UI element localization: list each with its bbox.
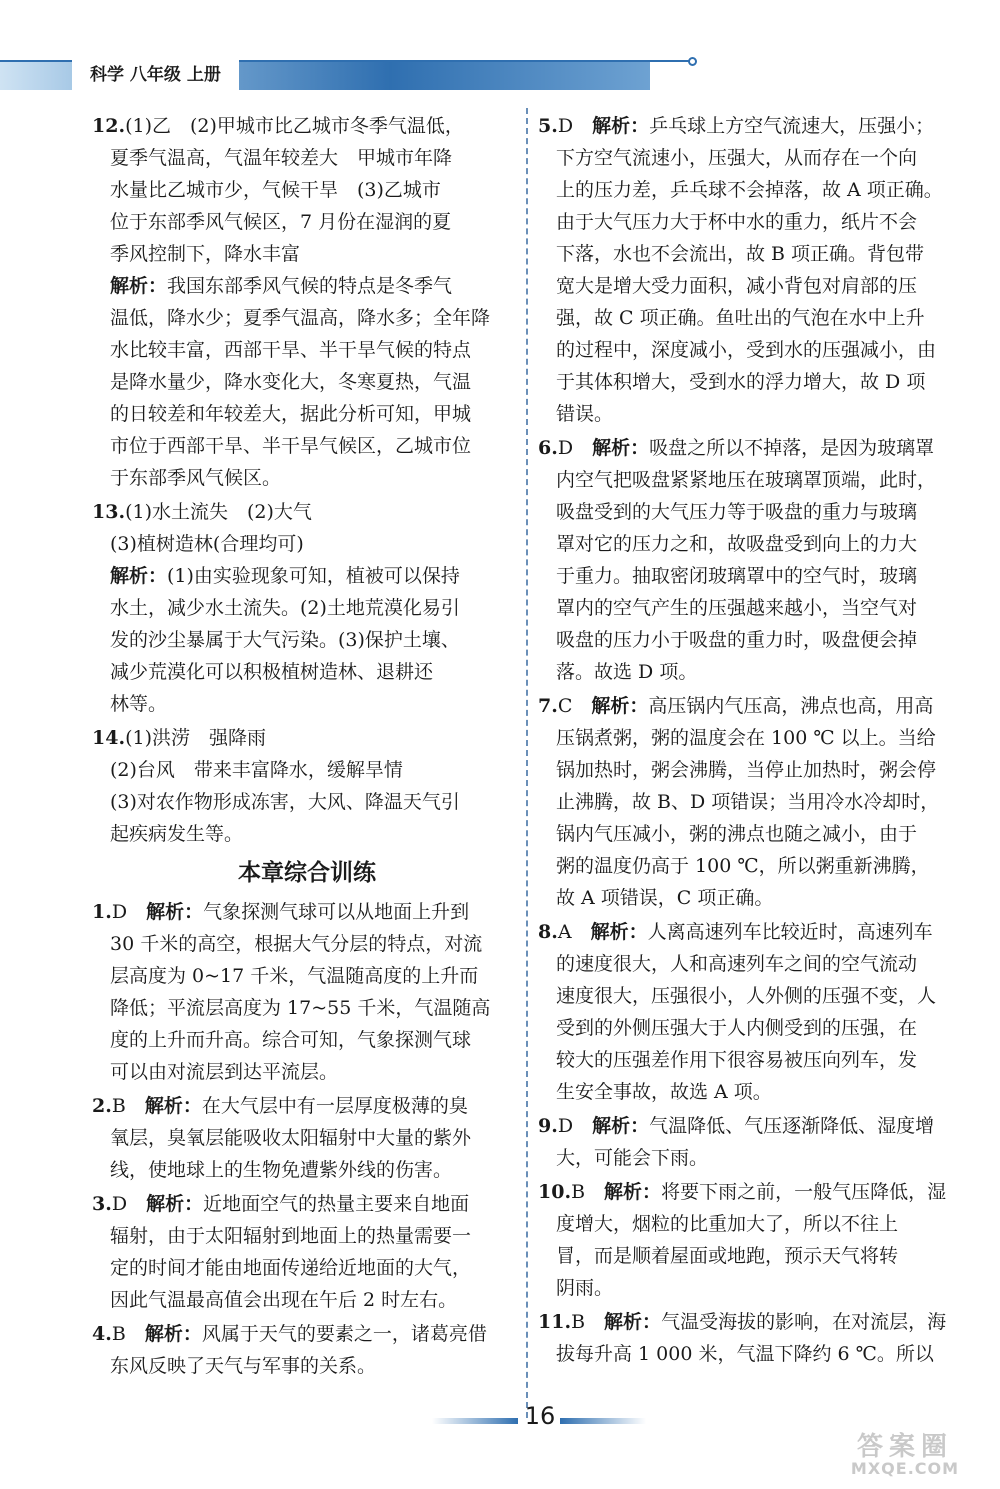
answer-choice: D bbox=[557, 1115, 574, 1137]
explanation-label: 解析： bbox=[146, 901, 204, 923]
explanation-line: 于重力。抽取密闭玻璃罩中的空气时，玻璃 bbox=[556, 565, 918, 587]
answer-line: 水量比乙城市少，气候干旱 (3)乙城市 bbox=[110, 179, 441, 201]
item-number: 9. bbox=[538, 1115, 558, 1137]
explanation-line: 拔每升高 1 000 米，气温下降约 6 ℃。所以 bbox=[556, 1343, 934, 1365]
answer-choice: B bbox=[111, 1323, 126, 1345]
explanation-label: 解析： bbox=[591, 695, 649, 717]
page-number-decor-left bbox=[432, 1418, 518, 1424]
left-column bbox=[92, 110, 522, 1384]
explanation-line: 30 千米的高空，根据大气分层的特点，对流 bbox=[110, 933, 483, 955]
explanation-line: 气温降低、气压逐渐降低、湿度增 bbox=[649, 1115, 935, 1137]
answer-3 bbox=[92, 1188, 522, 1316]
explanation-line: 压锅煮粥，粥的温度会在 100 ℃ 以上。当给 bbox=[556, 727, 936, 749]
explanation-label: 解析： bbox=[604, 1181, 662, 1203]
explanation-line: 吸盘的压力小于吸盘的重力时，吸盘便会掉 bbox=[556, 629, 918, 651]
explanation-line: 上的压力差，乒乓球不会掉落，故 A 项正确。 bbox=[556, 179, 943, 201]
explanation-line: 温低，降水少；夏季气温高，降水多；全年降 bbox=[110, 307, 491, 329]
answer-line: 夏季气温高，气温年较差大 甲城市年降 bbox=[110, 147, 453, 169]
explanation-line: 罩对它的压力之和，故吸盘受到向上的力大 bbox=[556, 533, 918, 555]
item-number: 8. bbox=[538, 921, 558, 943]
explanation-line: 锅加热时，粥会沸腾，当停止加热时，粥会停 bbox=[556, 759, 937, 781]
item-number: 10. bbox=[538, 1181, 572, 1203]
answer-line: (1)乙 (2)甲城市比乙城市冬季气温低， bbox=[125, 115, 464, 137]
answer-14 bbox=[92, 722, 522, 850]
explanation-line: 内空气把吸盘紧紧地压在玻璃罩顶端，此时， bbox=[556, 469, 937, 491]
answer-choice: A bbox=[557, 921, 572, 943]
answer-10 bbox=[538, 1176, 968, 1304]
explanation-line: 强，故 C 项正确。鱼吐出的气泡在水中上升 bbox=[556, 307, 925, 329]
explanation-line: 将要下雨之前，一般气压降低，湿 bbox=[661, 1181, 947, 1203]
answer-line: (1)洪涝 强降雨 bbox=[125, 727, 266, 749]
explanation-line: 于其体积增大，受到水的浮力增大，故 D 项 bbox=[556, 371, 926, 393]
answer-1 bbox=[92, 896, 522, 1088]
item-number: 7. bbox=[538, 695, 558, 717]
explanation-line: 错误。 bbox=[556, 403, 614, 425]
item-number: 6. bbox=[538, 437, 558, 459]
item-number: 14. bbox=[92, 727, 126, 749]
explanation-line: 止沸腾，故 B、D 项错误；当用冷水冷却时， bbox=[556, 791, 940, 813]
watermark-text: 答案圈 bbox=[856, 1432, 953, 1462]
answer-line: (2)台风 带来丰富降水，缓解旱情 bbox=[110, 759, 403, 781]
answer-line: (1)水土流失 (2)大气 bbox=[125, 501, 312, 523]
explanation-line: 罩内的空气产生的压强越来越小，当空气对 bbox=[556, 597, 918, 619]
answer-12 bbox=[92, 110, 522, 494]
explanation-line: 较大的压强差作用下很容易被压向列车，发 bbox=[556, 1049, 918, 1071]
explanation-line: 宽大是增大受力面积，减小背包对肩部的压 bbox=[556, 275, 918, 297]
explanation-line: 我国东部季风气候的特点是冬季气 bbox=[167, 275, 453, 297]
answer-line: 位于东部季风气候区，7 月份在湿润的夏 bbox=[110, 211, 452, 233]
explanation-line: 人离高速列车比较近时，高速列车 bbox=[647, 921, 933, 943]
explanation-line: 因此气温最高值会出现在午后 2 时左右。 bbox=[110, 1289, 458, 1311]
explanation-line: 定的时间才能由地面传递给近地面的大气， bbox=[110, 1257, 472, 1279]
answer-4 bbox=[92, 1318, 522, 1382]
explanation-line: 下落，水也不会流出，故 B 项正确。背包带 bbox=[556, 243, 925, 265]
explanation-line: 层高度为 0~17 千米，气温随高度的上升而 bbox=[110, 965, 479, 987]
answer-8 bbox=[538, 916, 968, 1108]
item-number: 11. bbox=[538, 1311, 572, 1333]
page-header bbox=[0, 0, 1000, 100]
book-title: 科学 八年级 上册 bbox=[72, 60, 239, 90]
explanation-line: 的速度很大，人和高速列车之间的空气流动 bbox=[556, 953, 918, 975]
explanation-line: 高压锅内气压高，沸点也高，用高 bbox=[648, 695, 934, 717]
watermark-url: MXQE.COM bbox=[850, 1459, 960, 1478]
explanation-line: 水土，减少水土流失。(2)土地荒漠化易引 bbox=[110, 597, 460, 619]
item-number: 1. bbox=[92, 901, 112, 923]
explanation-line: 乒乓球上方空气流速大，压强小； bbox=[649, 115, 935, 137]
answer-choice: D bbox=[557, 437, 574, 459]
explanation-line: 氧层，臭氧层能吸收太阳辐射中大量的紫外 bbox=[110, 1127, 472, 1149]
explanation-line: 发的沙尘暴属于大气污染。(3)保护土壤、 bbox=[110, 629, 460, 651]
item-number: 3. bbox=[92, 1193, 112, 1215]
explanation-line: 可以由对流层到达平流层。 bbox=[110, 1061, 339, 1083]
explanation-line: 受到的外侧压强大于人内侧受到的压强，在 bbox=[556, 1017, 918, 1039]
page-number: 16 bbox=[524, 1402, 556, 1430]
explanation-line: 风属于天气的要素之一，诸葛亮借 bbox=[201, 1323, 487, 1345]
answer-choice: C bbox=[557, 695, 573, 717]
answer-choice: B bbox=[571, 1311, 586, 1333]
answer-2 bbox=[92, 1090, 522, 1186]
explanation-label: 解析： bbox=[590, 921, 648, 943]
answer-choice: D bbox=[111, 1193, 128, 1215]
item-number: 13. bbox=[92, 501, 126, 523]
answer-choice: B bbox=[111, 1095, 126, 1117]
explanation-line: 在大气层中有一层厚度极薄的臭 bbox=[201, 1095, 468, 1117]
explanation-line: 线，使地球上的生物免遭紫外线的伤害。 bbox=[110, 1159, 453, 1181]
answer-6 bbox=[538, 432, 968, 688]
explanation-line: 度的上升而升高。综合可知，气象探测气球 bbox=[110, 1029, 472, 1051]
item-number: 5. bbox=[538, 115, 558, 137]
explanation-label: 解析： bbox=[592, 437, 650, 459]
explanation-line: 下方空气流速小，压强大，从而存在一个向 bbox=[556, 147, 918, 169]
explanation-line: 粥的温度仍高于 100 ℃，所以粥重新沸腾， bbox=[556, 855, 930, 877]
explanation-label: 解析： bbox=[110, 275, 168, 297]
explanation-line: 近地面空气的热量主要来自地面 bbox=[203, 1193, 470, 1215]
explanation-label: 解析： bbox=[604, 1311, 662, 1333]
watermark bbox=[820, 1432, 990, 1486]
page-footer bbox=[0, 1400, 1000, 1440]
answer-choice: D bbox=[111, 901, 128, 923]
explanation-label: 解析： bbox=[110, 565, 168, 587]
explanation-line: 市位于西部干旱、半干旱气候区，乙城市位 bbox=[110, 435, 472, 457]
item-number: 2. bbox=[92, 1095, 112, 1117]
explanation-line: 辐射，由于太阳辐射到地面上的热量需要一 bbox=[110, 1225, 472, 1247]
item-number: 4. bbox=[92, 1323, 112, 1345]
column-divider bbox=[526, 108, 528, 1418]
explanation-line: 的过程中，深度减小，受到水的压强减小，由 bbox=[556, 339, 937, 361]
answer-7 bbox=[538, 690, 968, 914]
explanation-line: 故 A 项错误，C 项正确。 bbox=[556, 887, 774, 909]
explanation-line: 大，可能会下雨。 bbox=[556, 1147, 709, 1169]
explanation-line: 阴雨。 bbox=[556, 1277, 614, 1299]
explanation-line: 东风反映了天气与军事的关系。 bbox=[110, 1355, 377, 1377]
explanation-line: 冒，而是顺着屋面或地跑，预示天气将转 bbox=[556, 1245, 899, 1267]
explanation-line: (1)由实验现象可知，植被可以保持 bbox=[167, 565, 460, 587]
answer-choice: B bbox=[571, 1181, 586, 1203]
answer-11 bbox=[538, 1306, 968, 1370]
explanation-line: 落。故选 D 项。 bbox=[556, 661, 698, 683]
section-title: 本章综合训练 bbox=[238, 860, 376, 886]
answer-line: (3)植树造林(合理均可) bbox=[110, 533, 304, 555]
explanation-line: 由于大气压力大于杯中水的重力，纸片不会 bbox=[556, 211, 918, 233]
answer-13 bbox=[92, 496, 522, 720]
answer-line: 季风控制下，降水丰富 bbox=[110, 243, 301, 265]
answer-line: 起疾病发生等。 bbox=[110, 823, 244, 845]
header-dot-icon bbox=[688, 57, 697, 66]
explanation-line: 减少荒漠化可以积极植树造林、退耕还 bbox=[110, 661, 434, 683]
explanation-line: 水比较丰富，西部干旱、半干旱气候的特点 bbox=[110, 339, 472, 361]
explanation-label: 解析： bbox=[146, 1193, 204, 1215]
explanation-line: 吸盘受到的大气压力等于吸盘的重力与玻璃 bbox=[556, 501, 918, 523]
explanation-line: 速度很大，压强很小，人外侧的压强不变，人 bbox=[556, 985, 937, 1007]
explanation-line: 锅内气压减小，粥的沸点也随之减小，由于 bbox=[556, 823, 918, 845]
explanation-line: 度增大，烟粒的比重加大了，所以不往上 bbox=[556, 1213, 899, 1235]
explanation-label: 解析： bbox=[144, 1323, 202, 1345]
answer-choice: D bbox=[557, 115, 574, 137]
explanation-label: 解析： bbox=[592, 1115, 650, 1137]
answer-9 bbox=[538, 1110, 968, 1174]
explanation-label: 解析： bbox=[592, 115, 650, 137]
explanation-line: 于东部季风气候区。 bbox=[110, 467, 282, 489]
answer-5 bbox=[538, 110, 968, 430]
item-number: 12. bbox=[92, 115, 126, 137]
answer-line: (3)对农作物形成冻害，大风、降温天气引 bbox=[110, 791, 460, 813]
explanation-line: 生安全事故，故选 A 项。 bbox=[556, 1081, 772, 1103]
explanation-line: 气温受海拔的影响，在对流层，海 bbox=[661, 1311, 947, 1333]
explanation-label: 解析： bbox=[144, 1095, 202, 1117]
page-number-decor-right bbox=[560, 1418, 646, 1424]
explanation-line: 的日较差和年较差大，据此分析可知，甲城 bbox=[110, 403, 472, 425]
explanation-line: 林等。 bbox=[110, 693, 168, 715]
explanation-line: 是降水量少，降水变化大，冬寒夏热，气温 bbox=[110, 371, 472, 393]
explanation-line: 气象探测气球可以从地面上升到 bbox=[203, 901, 470, 923]
explanation-line: 降低；平流层高度为 17~55 千米，气温随高 bbox=[110, 997, 491, 1019]
right-column bbox=[538, 110, 968, 1372]
explanation-line: 吸盘之所以不掉落，是因为玻璃罩 bbox=[649, 437, 935, 459]
